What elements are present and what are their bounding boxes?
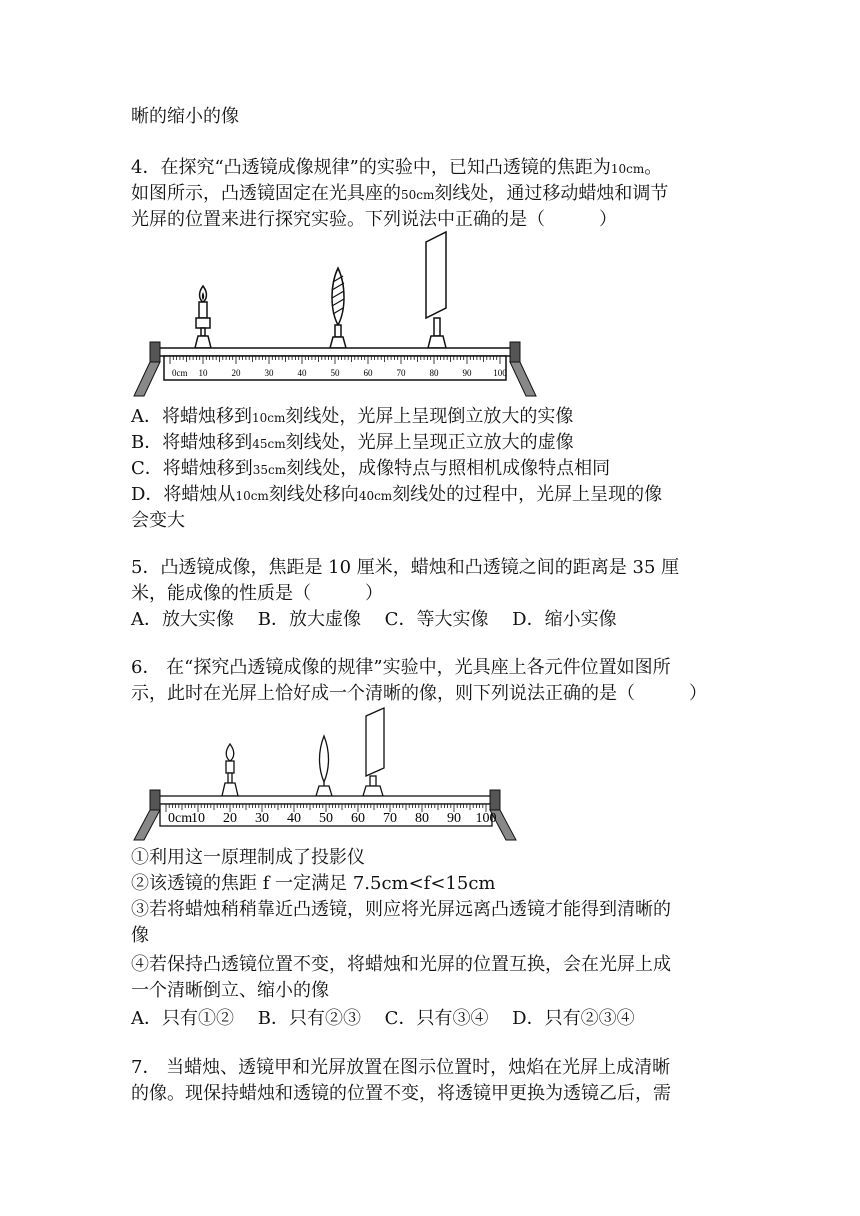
candle [195, 286, 211, 348]
bench-rail [134, 790, 516, 840]
ruler-label: 90 [447, 811, 461, 826]
q4-stem-3: 光屏的位置来进行探究实验。下列说法中正确的是（ ） [131, 209, 617, 230]
ruler-label: 60 [363, 368, 373, 378]
optical-bench-figure-2 [130, 706, 522, 842]
ruler-label: 30 [255, 811, 269, 826]
q4-option-c: C．将蜡烛移到35cm刻线处，成像特点与照相机成像特点相同 [131, 458, 611, 479]
ruler-label: 70 [396, 368, 406, 378]
ruler-label: 30 [264, 368, 274, 378]
optical-bench-figure-1 [130, 230, 540, 400]
ruler-label: 0cm [172, 368, 188, 378]
ruler-label: 80 [415, 811, 429, 826]
q6-stem-1: 6． 在“探究凸透镜成像的规律”实验中，光具座上各元件位置如图所 [131, 657, 671, 678]
q6-statement-4-cont: 一个清晰倒立、缩小的像 [131, 980, 329, 1001]
q4-option-a: A．将蜡烛移到10cm刻线处，光屏上呈现倒立放大的实像 [131, 406, 574, 427]
bench-rail [134, 342, 536, 396]
q7-stem-2: 的像。现保持蜡烛和透镜的位置不变，将透镜甲更换为透镜乙后，需 [131, 1083, 671, 1104]
ruler-label: 20 [231, 368, 241, 378]
ruler-label: 80 [429, 368, 439, 378]
light-screen [363, 708, 384, 796]
ruler-label: 10 [198, 368, 208, 378]
q6-statement-1: ①利用这一原理制成了投影仪 [131, 847, 365, 868]
ruler-label: 0cm [168, 811, 193, 826]
q6-stem-2: 示，此时在光屏上恰好成一个清晰的像，则下列说法正确的是（ ） [131, 683, 707, 704]
q5-options: A．放大实像 B．放大虚像 C．等大实像 D．缩小实像 [131, 609, 617, 630]
q4-option-b: B．将蜡烛移到45cm刻线处，光屏上呈现正立放大的虚像 [131, 432, 574, 453]
q5-stem-1: 5．凸透镜成像，焦距是 10 厘米，蜡烛和凸透镜之间的距离是 35 厘 [131, 557, 680, 578]
q5-stem-2: 米，能成像的性质是（ ） [131, 583, 383, 604]
q6-statement-3: ③若将蜡烛稍稍靠近凸透镜，则应将光屏远离凸透镜才能得到清晰的 [131, 899, 671, 920]
q6-options: A．只有①② B．只有②③ C．只有③④ D．只有②③④ [131, 1008, 635, 1029]
q6-statement-3-cont: 像 [131, 925, 149, 946]
q4-option-d: D．将蜡烛从10cm刻线处移向40cm刻线处的过程中，光屏上呈现的像 [131, 484, 663, 505]
ruler-label: 50 [319, 811, 333, 826]
ruler-label: 50 [330, 368, 340, 378]
q7-stem-1: 7． 当蜡烛、透镜甲和光屏放置在图示位置时，烛焰在光屏上成清晰 [131, 1057, 671, 1078]
ruler-label: 90 [462, 368, 472, 378]
ruler-label: 40 [287, 811, 301, 826]
convex-lens [330, 268, 346, 348]
q4-stem-2: 如图所示，凸透镜固定在光具座的50cm刻线处，通过移动蜡烛和调节 [131, 183, 669, 204]
ruler-label: 10 [191, 811, 205, 826]
ruler-label: 20 [223, 811, 237, 826]
text-line: 晰的缩小的像 [131, 106, 239, 127]
q4-option-d-cont: 会变大 [131, 510, 185, 531]
light-screen [426, 232, 446, 348]
ruler-label: 40 [297, 368, 307, 378]
q6-statement-4: ④若保持凸透镜位置不变，将蜡烛和光屏的位置互换，会在光屏上成 [131, 954, 671, 975]
ruler-label: 60 [351, 811, 365, 826]
q4-stem-1: 4．在探究“凸透镜成像规律”的实验中，已知凸透镜的焦距为10cm。 [131, 157, 663, 178]
ruler-label: 70 [383, 811, 397, 826]
convex-lens [316, 736, 332, 796]
q6-statement-2: ②该透镜的焦距 f 一定满足 7.5cm<f<15cm [131, 873, 496, 894]
candle [222, 744, 238, 796]
ruler-label: 100 [493, 368, 507, 378]
ruler-label: 100 [475, 811, 497, 826]
